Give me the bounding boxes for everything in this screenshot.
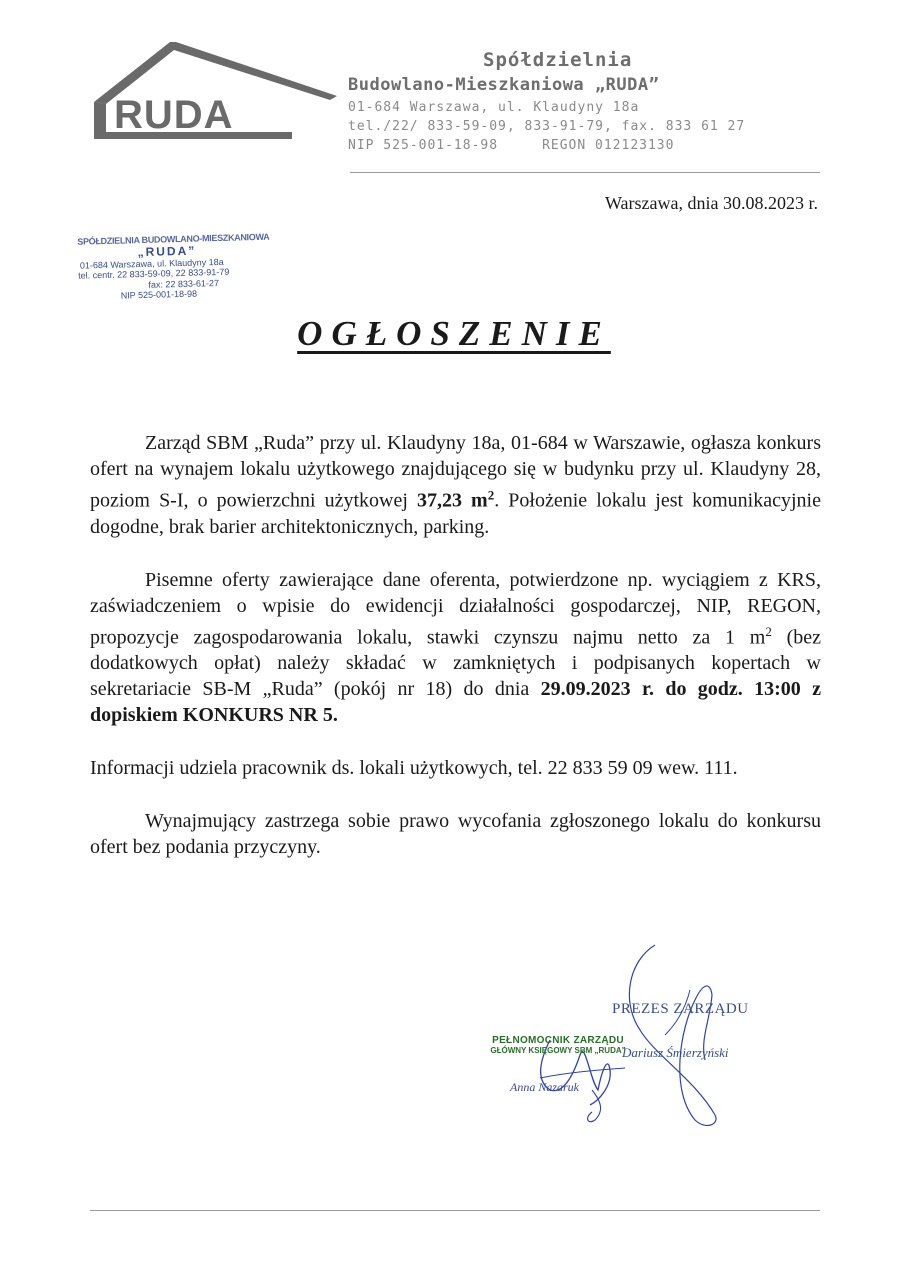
org-regon: REGON 012123130: [542, 138, 675, 153]
stamp-line5: fax: 22 833-61-27: [148, 277, 220, 290]
deadline-text: 29.09.2023 r. do godz. 13:00 z dopiskiem KONKURS NR 5.: [90, 678, 822, 727]
stamp-line3: 01-684 Warszawa, ul. Klaudyny 18a: [79, 256, 224, 271]
paragraph-1: Zarząd SBM „Ruda” przy ul. Klaudyny 18a, 01-684 w Warszawie, ogłasza konkurs ofert na wynajem lokalu użytkowego znajdującego się w budynku przy ul. Klaudyny 28, poziom S-I, o powierzchni użytkowej 37,23 $m^2$. Położenie lokalu jest komunikacyjnie dogodne, brak barier architektonicznych, parking.: [90, 432, 821, 538]
president-title: PREZES ZARZĄDU: [612, 1001, 749, 1017]
org-phones: tel./22/ 833-59-09, 833-91-79, fax. 833 61 27: [348, 119, 746, 134]
stamp-line4: tel. centr. 22 833-59-09, 22 833-91-79: [78, 266, 230, 281]
org-name-line1: Spółdzielnia: [483, 49, 633, 71]
proxy-stamp: [478, 1035, 638, 1055]
paragraph-4: Wynajmujący zastrzega sobie prawo wycofania zgłoszonego lokalu do konkursu ofert bez podania przyczyny.: [90, 810, 821, 859]
proxy-name: Anna Nazaruk: [510, 1080, 579, 1094]
paragraph-2: Pisemne oferty zawierające dane oferenta, potwierdzone np. wyciągiem z KRS, zaświadczeniem o wpisie do ewidencji działalności gospodarczej, NIP, REGON, propozycje zagospodarowania lokalu, stawki czynszu najmu netto za 1 $m^2$ (bez dodatkowych opłat) należy składać w zamkniętych i podpisanych kopertach w sekretariacie SB-M „Ruda” (pokój nr 18) do dnia 29.09.2023 r. do godz. 13:00 z dopiskiem KONKURS NR 5.: [90, 568, 822, 727]
ruda-logo: [92, 40, 342, 140]
president-name: Dariusz Śmierzyński: [622, 1045, 729, 1060]
proxy-line2: GŁÓWNY KSIĘGOWY SBM „RUDA”: [490, 1046, 626, 1055]
document-body: [90, 430, 821, 860]
company-stamp: [77, 231, 284, 302]
proxy-line1: PEŁNOMOCNIK ZARZĄDU: [492, 1035, 624, 1046]
document-title: OGŁOSZENIE: [297, 314, 611, 353]
header-divider: [350, 172, 820, 173]
org-nip: NIP 525-001-18-98: [348, 138, 499, 153]
org-address: 01-684 Warszawa, ul. Klaudyny 18a: [348, 100, 640, 115]
org-ids: [348, 136, 848, 155]
date-line: Warszawa, dnia 30.08.2023 r.: [605, 193, 818, 213]
logo-text: RUDA: [114, 93, 234, 137]
org-name-line2: Budowlano-Mieszkaniowa „RUDA”: [348, 75, 660, 95]
stamp-line1: SPÓŁDZIELNIA BUDOWLANO-MIESZKANIOWA: [77, 231, 270, 247]
stamp-line6: NIP 525-001-18-98: [120, 288, 198, 301]
letterhead: [348, 48, 848, 155]
stamp-line2: „RUDA”: [137, 243, 197, 259]
area-value: 37,23 m: [416, 489, 488, 512]
footer-divider: [90, 1210, 820, 1211]
paragraph-3: Informacji udziela pracownik ds. lokali użytkowych, tel. 22 833 59 09 wew. 111.: [90, 757, 738, 780]
